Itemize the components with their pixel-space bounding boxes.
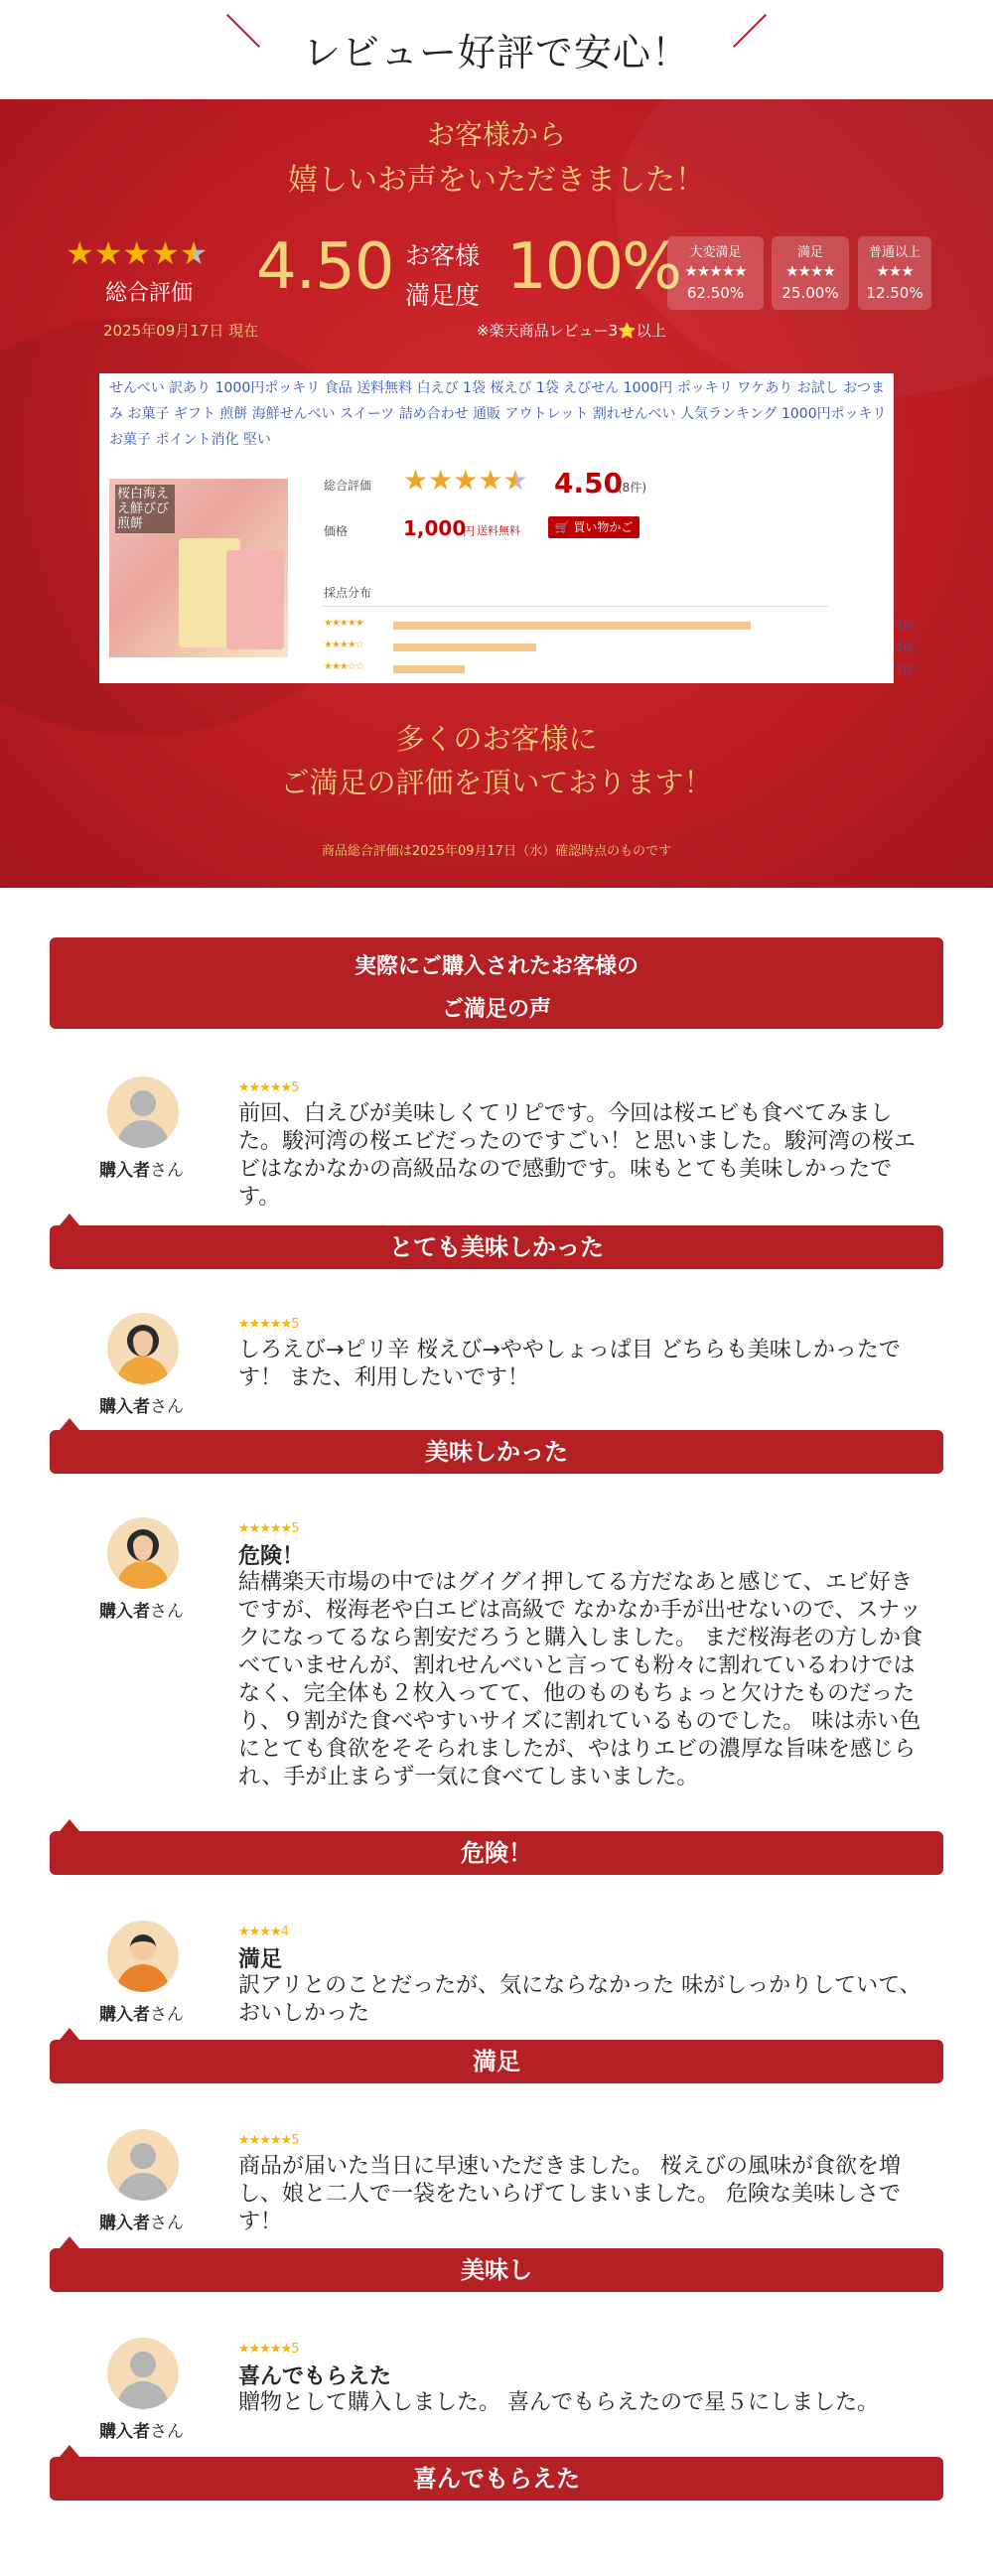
rating-banner: [0, 99, 993, 888]
reviewer-name: 購入者さん: [99, 1161, 184, 1181]
review-summary-banner: 満足: [50, 2040, 943, 2083]
star-icon: ★: [478, 464, 503, 497]
review-summary-banner: 美味し: [50, 2248, 943, 2292]
distribution-row: ★★★★☆ 2件: [324, 640, 914, 654]
reviewer-name: 購入者さん: [99, 1602, 184, 1622]
star-icon: ★: [66, 234, 94, 272]
distribution-label: 採点分布: [324, 586, 372, 600]
card-overall-label: 総合評価: [324, 479, 372, 493]
star-icon: ★: [403, 464, 429, 497]
avatar-icon: [107, 2129, 179, 2201]
avatar-icon: [107, 1921, 179, 1992]
half-star-icon: ★: [502, 464, 528, 497]
card-review-count-link[interactable]: (8件): [618, 481, 646, 495]
card-score: 4.50: [554, 467, 624, 500]
star-icon: ★: [428, 464, 454, 497]
overall-star-rating: [66, 236, 208, 270]
section-header: [0, 0, 993, 99]
shipping-label: 送料無料: [477, 524, 520, 537]
banner-footer-heading-2: ご満足の評価を頂いております！: [280, 766, 713, 799]
review-stars: ★★★★★5: [238, 1521, 299, 1536]
avatar-icon: [107, 1517, 179, 1589]
reviewer-name: 購入者さん: [99, 1397, 184, 1417]
avatar-icon: [107, 1313, 179, 1384]
banner-heading-1: お客様から: [426, 118, 566, 151]
badge-average-or-above: 普通以上 ★★★ 12.50%: [858, 236, 931, 310]
rating-date: 2025年09月17日 現在: [103, 322, 259, 340]
review-summary-banner: 喜んでもらえた: [50, 2457, 943, 2501]
distribution-count-link[interactable]: 5件: [896, 620, 914, 633]
star-icon: ★: [93, 234, 123, 272]
review-stars: ★★★★★5: [238, 1317, 299, 1332]
distribution-count-link[interactable]: 1件: [896, 663, 914, 676]
price-value: 1,000: [403, 516, 467, 540]
banner-footnote: 商品総合評価は2025年09月17日（水）確認時点のものです: [321, 844, 672, 859]
avatar-icon: [107, 1076, 179, 1148]
review-note: ※楽天商品レビュー3⭐以上: [477, 322, 666, 340]
price-label: 価格: [324, 524, 349, 538]
banner-heading-2: 嬉しいお声をいただきました！: [288, 163, 705, 198]
half-star-icon: ★: [179, 234, 209, 272]
add-to-cart-button[interactable]: 🛒 買い物かご: [548, 516, 639, 538]
distribution-row: ★★★★★ 5件: [324, 618, 914, 633]
divider: [322, 606, 828, 607]
badge-very-satisfied: 大変満足 ★★★★★ 62.50%: [667, 236, 764, 310]
review-text: 贈物として購入しました。 喜んでもらえたので星５にしました。: [238, 2390, 879, 2415]
product-image[interactable]: [109, 479, 288, 657]
review-title: 危険！: [238, 1544, 305, 1569]
product-title-link[interactable]: せんべい 訳あり 1000円ポッキリ 食品 送料無料 白えび 1袋 桜えび 1袋 えびせん 1000円 ポッキリ ワケあり お試し おつまみ お菓子 ギフト 煎餅 海鮮せんべい スイーツ 詰め合わせ 通販 アウトレット 割れせんべい 人気ランキング 1000円ポッキリお菓子 ポイント消化 堅い: [109, 380, 887, 448]
review-title: 満足: [238, 1947, 283, 1972]
review-text: しろえび→ピリ辛 桜えび→ややしょっぱ目 どちらも美味しかったです！ また、利用したいです！: [238, 1338, 901, 1390]
review-stars: ★★★★★5: [238, 2133, 299, 2148]
review-stars: ★★★★★5: [238, 2342, 299, 2357]
avatar-icon: [107, 2338, 179, 2409]
review-summary-banner: 美味しかった: [50, 1430, 943, 1474]
banner-footer-heading-1: 多くのお客様に: [395, 722, 598, 756]
review-title: 喜んでもらえた: [238, 2364, 392, 2389]
cart-icon: 🛒: [554, 520, 570, 534]
reviewer-name: 購入者さん: [99, 2005, 184, 2025]
distribution-row: ★★★☆☆ 1件: [324, 661, 914, 676]
star-icon: ★: [122, 234, 152, 272]
distribution-bar: [393, 665, 465, 673]
price-unit: 円: [463, 524, 476, 538]
review-summary-banner: とても美味しかった: [50, 1225, 943, 1269]
overall-label: 総合評価: [105, 281, 194, 306]
product-image-label: 桜白海ええ鮮びび煎餅: [115, 485, 175, 533]
distribution-bar: [393, 622, 751, 630]
satisfaction-percent: 100%: [506, 230, 680, 304]
star-icon: ★: [453, 464, 479, 497]
distribution-bar: [393, 644, 536, 651]
review-stars: ★★★★4: [238, 1925, 288, 1939]
customer-voices-heading: 実際にご購入されたお客様の ご満足の声: [50, 937, 943, 1029]
distribution-count-link[interactable]: 2件: [896, 642, 914, 654]
review-summary-banner: 危険！: [50, 1831, 943, 1875]
overall-score: 4.50: [256, 230, 394, 304]
reviewer-name: 購入者さん: [99, 2214, 184, 2233]
review-stars: ★★★★★5: [238, 1080, 299, 1095]
satisfaction-label: お客様 満足度: [405, 241, 481, 310]
card-star-rating: [403, 464, 528, 497]
review-text: 結構楽天市場の中ではグイグイ押してる方だなあと感じて、エビ好きですが、桜海老や白エビは高級で なかなか手が出せないので、スナックになってるなら割安だろうと購入しました。 まだ桜海老の方しか食べていませんが、割れせんべいと言っても粉々に割れているわけではなく、完全体も２枚入ってて、他のものもちょっと欠けたものだったり、９割がた食べやすいサイズに割れているものでした。 味は赤い色にとても食欲をそそられましたが、やはりエビの濃厚な旨味を感じられ、手が止まらず一気に食べてしまいました。: [238, 1570, 922, 1789]
product-review-card: [99, 373, 914, 683]
page-title: レビュー好評で安心！: [302, 31, 690, 74]
review-text: 前回、白えびが美味しくてリピです。今回は桜エビも食べてみました。駿河湾の桜エビだったのですごい！と思いました。駿河湾の桜エビはなかなかの高級品なので感動です。味もとても美味しかったです。: [238, 1101, 917, 1210]
review-text: 訳アリとのことだったが、気にならなかった 味がしっかりしていて、おいしかった: [238, 1973, 922, 2026]
review-text: 商品が届いた当日に早速いただきました。 桜えびの風味が食欲を増し、娘と二人で一袋をたいらげてしまいました。 危険な美味しさです！: [238, 2154, 901, 2234]
reviewer-name: 購入者さん: [99, 2422, 184, 2442]
star-icon: ★: [151, 234, 180, 272]
badge-satisfied: 満足 ★★★★ 25.00%: [772, 236, 849, 310]
